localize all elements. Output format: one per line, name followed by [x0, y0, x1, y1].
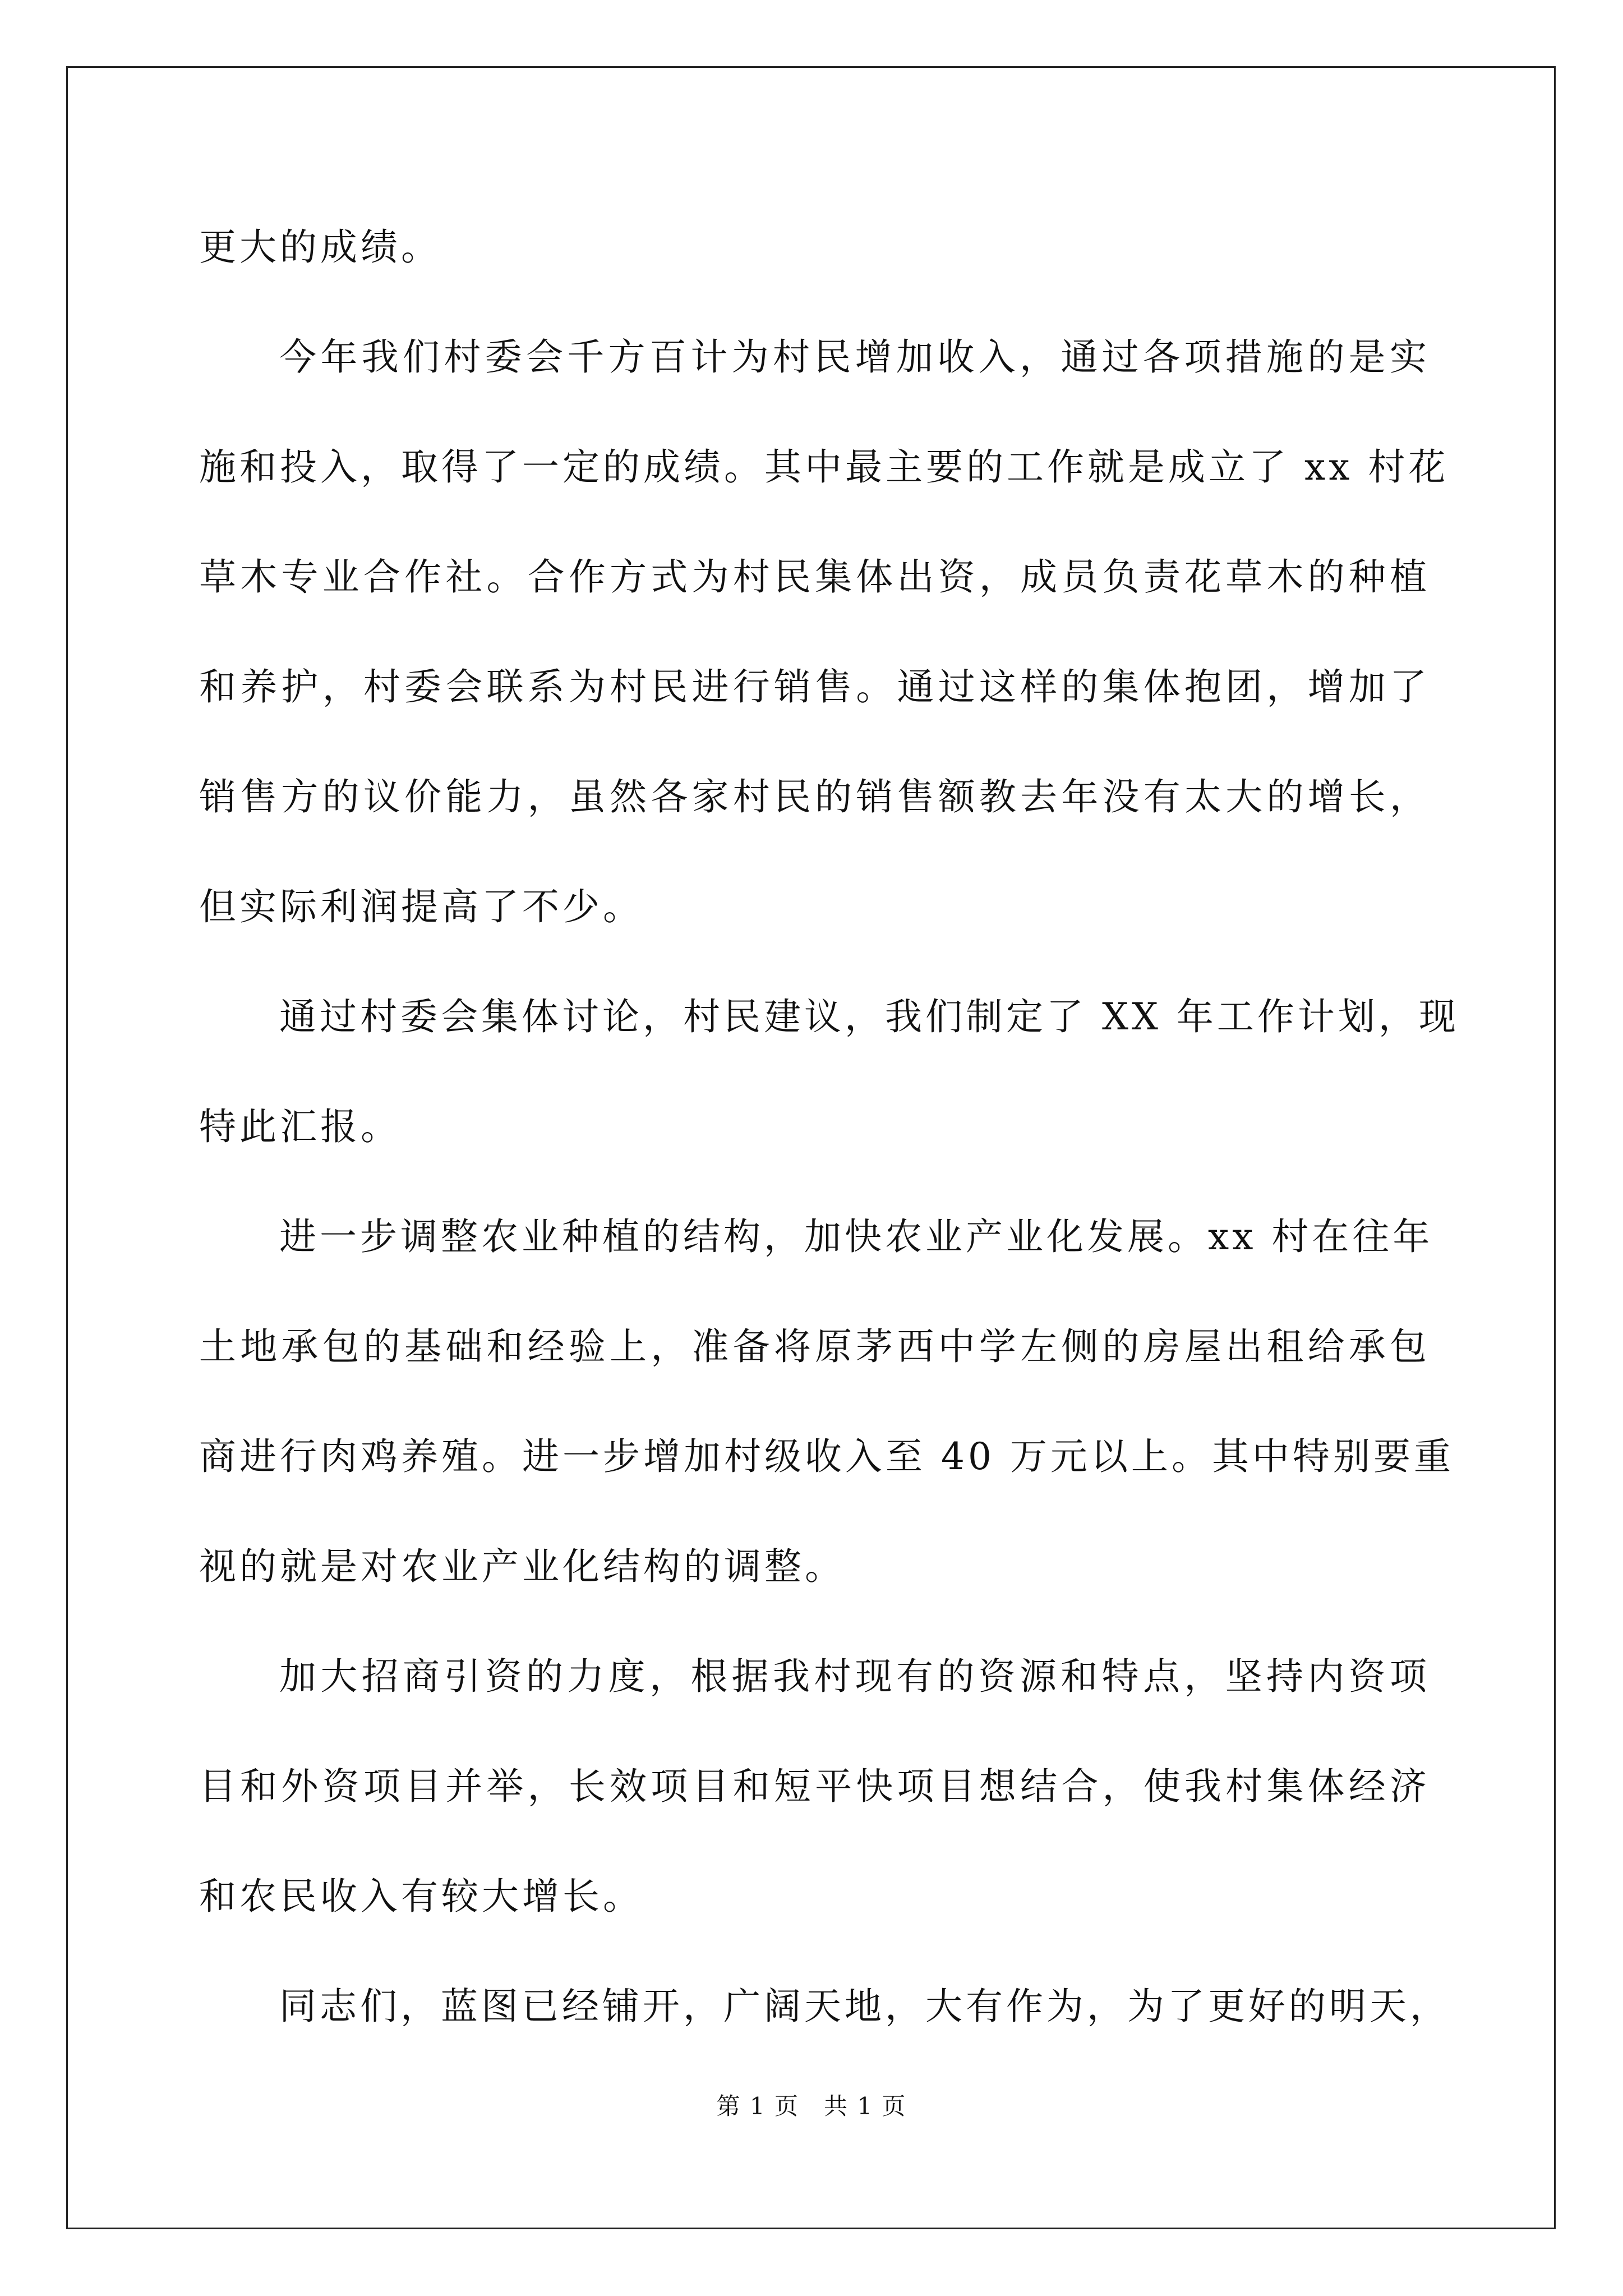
- text-line: 加大招商引资的力度，根据我村现有的资源和特点，坚持内资项: [279, 1655, 1430, 1698]
- text-line: 同志们，蓝图已经铺开，广阔天地，大有作为，为了更好的明天，: [279, 1985, 1450, 2028]
- text-line: 和农民收入有较大增长。: [199, 1875, 643, 1918]
- text-line: 今年我们村委会千方百计为村民增加收入，通过各项措施的是实: [279, 335, 1430, 379]
- text-line: 商进行肉鸡养殖。进一步增加村级收入至 40 万元以上。其中特别要重: [199, 1435, 1454, 1478]
- text-line: 视的就是对农业产业化结构的调整。: [199, 1545, 845, 1588]
- text-line: 通过村委会集体讨论，村民建议，我们制定了 XX 年工作计划，现: [279, 995, 1459, 1038]
- text-line: 和养护，村委会联系为村民进行销售。通过这样的集体抱团，增加了: [199, 665, 1430, 708]
- text-line: 更大的成绩。: [199, 226, 441, 269]
- text-line: 施和投入，取得了一定的成绩。其中最主要的工作就是成立了 xx 村花: [199, 445, 1449, 489]
- text-line: 目和外资项目并举，长效项目和短平快项目想结合，使我村集体经济: [199, 1765, 1430, 1808]
- document-body: [199, 205, 1459, 2074]
- text-line: 但实际利润提高了不少。: [199, 885, 643, 928]
- text-line: 草木专业合作社。合作方式为村民集体出资，成员负责花草木的种植: [199, 555, 1430, 599]
- text-line: 特此汇报。: [199, 1105, 401, 1148]
- page-number-footer: 第 1 页 共 1 页: [716, 2092, 907, 2120]
- text-line: 进一步调整农业种植的结构，加快农业产业化发展。xx 村在往年: [279, 1215, 1433, 1258]
- text-line: 销售方的议价能力，虽然各家村民的销售额教去年没有太大的增长，: [199, 775, 1430, 818]
- text-line: 土地承包的基础和经验上，准备将原茅西中学左侧的房屋出租给承包: [199, 1325, 1430, 1368]
